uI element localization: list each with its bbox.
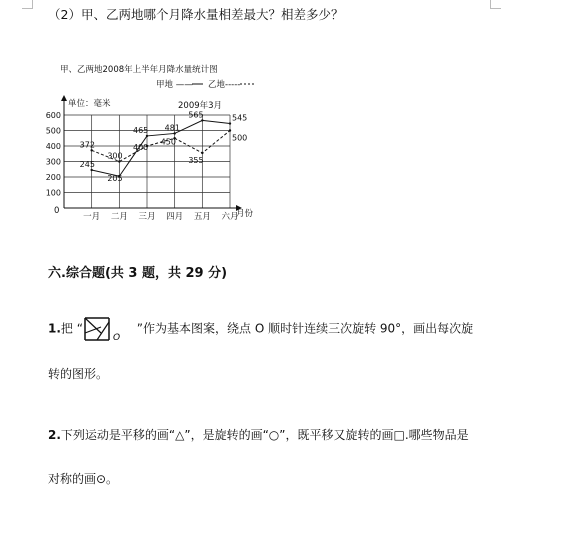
x-tick-label: 五月 [193,212,211,222]
unit-label: 单位：毫米 [68,99,111,109]
legend-jia: 甲地 —— [156,80,193,90]
series-jia-line [92,120,230,176]
x-tick-label: 三月 [138,212,156,222]
y-tick-label: 600 [45,111,61,120]
legend-yi: 乙地----- [208,80,241,90]
series-yi-data-label: 400 [133,143,149,152]
section-title: 六.综合题(共 3 题，共 29 分) [48,266,228,281]
series-yi-point [201,152,203,154]
series-yi-point [90,149,92,151]
series-yi-data-label: 500 [232,133,248,143]
x-tick-label: 一月 [83,212,101,222]
series-jia-data-label: 565 [188,110,204,120]
problem-1-number: 1. [48,321,61,336]
series-yi-data-label: 372 [79,140,95,150]
y-tick-label: 400 [45,142,61,151]
series-jia-data-label: 481 [164,123,180,133]
y-tick-label: 500 [45,126,61,136]
x-tick-label: 二月 [110,212,128,222]
rotation-pattern-figure [83,317,133,341]
y-axis-arrow [61,95,67,101]
rotation-point-o: O [112,333,121,341]
x-axis-title: 月份 [236,209,254,219]
page-corner-mark-right [490,0,501,9]
chart-title: 甲、乙两地2008年上半年月降水量统计图 [60,65,218,75]
question-2: （2）甲、乙两地哪个月降水量相差最大？相差多少？ [48,7,344,22]
y-tick-label: 200 [45,173,61,182]
series-yi-data-label: 450 [160,137,176,147]
x-tick-label: 四月 [166,212,184,222]
problem-1-pre: 把 “ [60,321,83,336]
problem-1-line-2: 转的图形。 [48,367,109,381]
series-yi-data-label: 300 [107,151,123,161]
series-jia-point [146,135,148,137]
y-tick-label: 100 [45,188,61,198]
page-corner-mark-left [22,0,33,9]
series-yi-data-label: 355 [188,155,204,165]
series-jia-data-label: 465 [133,125,149,135]
problem-2-line-2: 对称的画⊙。 [48,472,119,486]
x-tick-label: 六月 [221,212,239,222]
rainfall-line-chart [40,60,280,230]
problem-1-post: ”作为基本图案，绕点 O 顺时针连续三次旋转 90°，画出每次旋 [132,321,474,336]
series-jia-point [229,122,231,124]
problem-2-text: 下列运动是平移的画“△”，是旋转的画“○”，既平移又旋转的画□.哪些物品是 [60,428,469,442]
series-jia-data-label: 545 [232,113,248,123]
problem-2-number: 2. [48,428,61,442]
series-jia-point [90,169,92,171]
series-jia-data-label: 245 [79,160,95,170]
date-label: 2009年3月 [178,101,223,111]
problem-1-line-1 [48,317,473,341]
y-tick-label: 300 [45,157,61,167]
series-jia-point [173,132,175,134]
series-jia-point [201,119,203,121]
problem-2-line-1 [48,426,469,443]
series-yi-point [229,129,231,131]
series-jia-data-label: 205 [107,174,123,184]
series-yi-point [118,160,120,162]
origin-label: 0 [54,206,60,216]
